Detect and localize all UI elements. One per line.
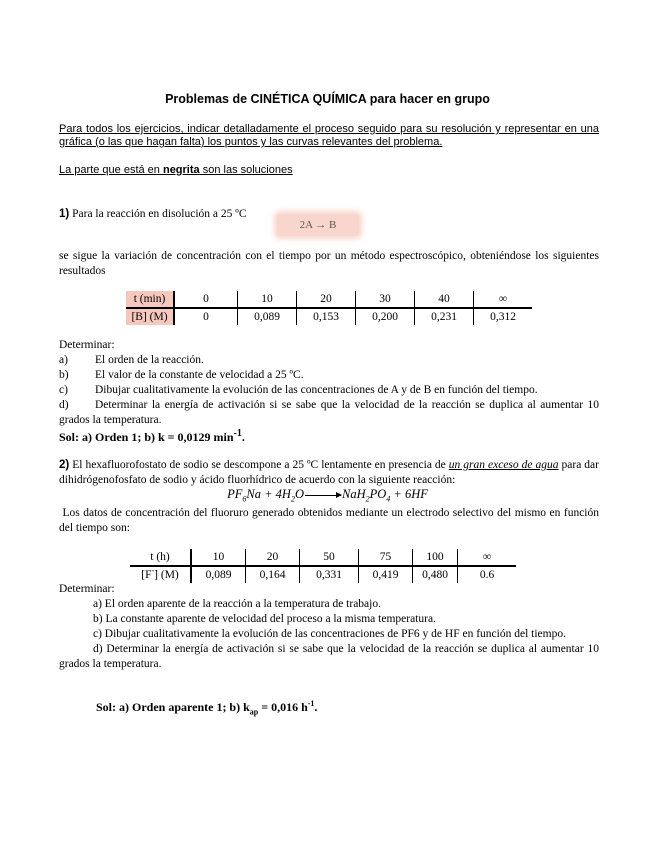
sol-text: Sol: a) Orden 1; b) k = 0,0129 min — [59, 430, 234, 444]
table-cell: 100 — [413, 549, 458, 566]
list-item: b) La constante aparente de velocidad del proceso a la misma temperatura. — [93, 613, 436, 625]
table-cell: 10 — [191, 549, 246, 566]
problem-2-text — [59, 506, 599, 536]
row-label-start: [F — [141, 569, 152, 581]
problem-2-reaction: $PF_6Na + 4H_2O$ $NaH_2PO_4 + 6HF$ — [227, 487, 428, 504]
problem-1-reaction: 2A → B — [277, 214, 359, 236]
sol-end: . — [314, 700, 318, 714]
table-cell: 0,231 — [415, 308, 474, 325]
table-cell: 75 — [359, 549, 413, 566]
solutions-note — [59, 164, 293, 176]
list-item — [59, 398, 599, 428]
table-row-label — [130, 566, 191, 583]
table-cell: 0,089 — [205, 569, 232, 581]
problem-2-stmt-before: El hexafluorofostato de sodio se descompone a 25 ºC lentamente en presencia de — [72, 459, 449, 471]
problem-2-text-content: Los datos de concentración del fluoruro generado obtenidos mediante un electrodo selectivo del mismo en función del tiempo son: — [59, 507, 599, 534]
table-cell: 0 — [203, 311, 209, 323]
problem-2-stmt-emph: un gran exceso de agua — [448, 459, 559, 471]
table-cell: 0,089 — [238, 308, 297, 325]
table-cell: 30 — [356, 291, 415, 308]
table-cell: 0 — [174, 291, 238, 308]
item-label: b) — [59, 369, 69, 381]
determinar-label: Determinar: — [59, 339, 115, 351]
table-cell: 0,153 — [297, 308, 356, 325]
table-cell: ∞ — [458, 549, 517, 566]
table-row — [126, 308, 532, 325]
item-text: Dibujar cualitativamente la evolución de las concentraciones de A y de B en función del tiempo. — [95, 384, 538, 396]
problem-1-number: 1) — [59, 208, 70, 220]
problem-2-questions — [59, 597, 599, 672]
problem-2-number: 2) — [59, 459, 70, 471]
table-row — [130, 566, 516, 583]
list-item — [59, 383, 599, 398]
item-label: d) — [59, 399, 69, 411]
list-item — [59, 353, 599, 368]
table-cell: 0,419 — [359, 566, 413, 583]
table-row-label: [B] (M) — [126, 308, 174, 325]
reaction-arrow — [305, 495, 341, 496]
problem-2-solution — [96, 699, 317, 716]
page-title: Problemas de CINÉTICA QUÍMICA para hacer en grupo — [165, 92, 490, 106]
table-cell: 0,200 — [356, 308, 415, 325]
table-header-label: t (min) — [126, 291, 174, 308]
problem-1-stmt: Para la reacción en disolución a 25 ºC — [72, 208, 247, 220]
table-cell: ∞ — [474, 291, 533, 308]
item-text: Determinar la energía de activación si se sabe que la velocidad de la reacción se duplica al aumentar 10 grados la temperatura. — [59, 399, 599, 426]
sol-end: . — [241, 430, 245, 444]
problem-2-table — [130, 549, 516, 583]
table-cell: 20 — [246, 549, 300, 566]
table-cell: 0,164 — [246, 566, 300, 583]
sol-sup: -1 — [233, 428, 242, 439]
item-text: El orden de la reacción. — [95, 354, 204, 366]
problem-2-determinar: Determinar: — [59, 583, 115, 595]
row-label-end: ] (M) — [154, 569, 179, 581]
list-item: c) Dibujar cualitativamente la evolución de las concentraciones de PF6 y de HF en función del tiempo. — [93, 628, 566, 640]
table-cell: 20 — [297, 291, 356, 308]
note-bold: negrita — [162, 164, 200, 176]
problem-1-solution — [59, 428, 245, 445]
problem-1-statement — [59, 207, 247, 222]
table-cell: 0,480 — [413, 566, 458, 583]
item-label: a) — [59, 354, 68, 366]
problem-1-questions — [59, 338, 599, 428]
table-cell: 0,331 — [300, 566, 359, 583]
list-item — [59, 368, 599, 383]
table-cell: 40 — [415, 291, 474, 308]
list-item: a) El orden aparente de la reacción a la temperatura de trabajo. — [93, 598, 381, 610]
item-label: c) — [59, 384, 68, 396]
sol-sub: ap — [249, 707, 259, 717]
sol-sup: -1 — [307, 699, 315, 708]
row-label-sup: - — [151, 566, 155, 576]
table-row — [130, 549, 516, 566]
problem-1-table — [126, 291, 532, 325]
table-row — [126, 291, 532, 308]
note-before: La parte que está en — [59, 164, 163, 176]
item-text: El valor de la constante de velocidad a 25 ºC. — [95, 369, 304, 381]
list-item: d) Determinar la energía de activación si se sabe que la velocidad de la reacción se duplica al aumentar 10 grados la temperatura. — [59, 643, 599, 670]
table-cell: 0,312 — [474, 308, 533, 325]
intro-paragraph: Para todos los ejercicios, indicar detalladamente el proceso seguido para su resolución y representar en una gráfica (o las que hagan falta) los puntos y las curvas relevantes del problema. — [59, 123, 599, 148]
table-cell: 10 — [238, 291, 297, 308]
problem-2-stmt-after: para dar dihidrógenofosfato de sodio y ácido fluorhídrico de acuerdo con la siguiente reacción: — [59, 459, 599, 486]
problem-1-text: se sigue la variación de concentración con el tiempo por un método espectroscópico, obteniéndose los siguientes resultados — [59, 250, 599, 277]
sol-mid: = 0,016 h — [258, 700, 308, 714]
table-cell: 0.6 — [458, 566, 517, 583]
problem-2-statement — [59, 458, 599, 488]
table-cell: 50 — [300, 549, 359, 566]
sol-text: Sol: a) Orden aparente 1; b) k — [96, 700, 250, 714]
note-after: son las soluciones — [199, 164, 293, 176]
table-header-label: t (h) — [130, 549, 191, 566]
